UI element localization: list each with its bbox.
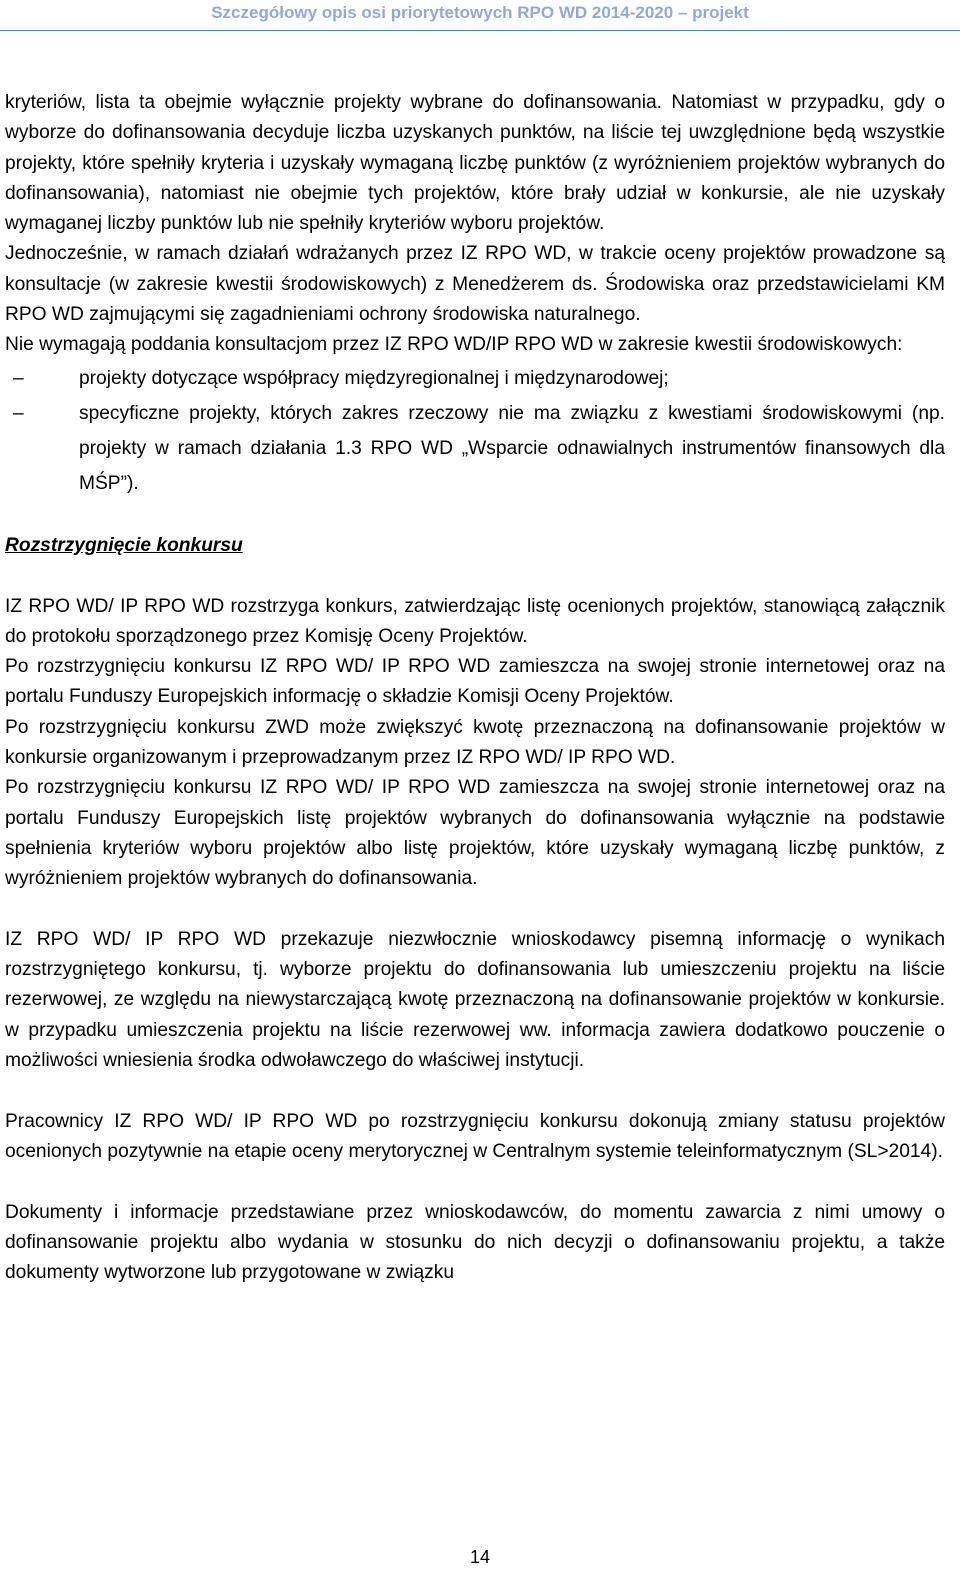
paragraph-approval: IZ RPO WD/ IP RPO WD rozstrzyga konkurs, zatwierdzając listę ocenionych projektów, stanowiącą załącznik do protokołu sporządzonego przez Komisję Oceny Projektów.: [5, 595, 945, 647]
dash-marker: –: [13, 402, 24, 424]
paragraph-project-list-publication: Po rozstrzygnięciu konkursu IZ RPO WD/ IP RPO WD zamieszcza na swojej stronie internetowej oraz na portalu Funduszy Europejskich listę projektów wybranych do dofinansowania wyłącznie na podstawie spełnienia kryteriów wyboru projektów albo listę projektów, które uzyskały wymaganą liczbę punktów, z wyróżnieniem projektów wybranych do dofinansowania.: [5, 777, 945, 890]
header-divider: [0, 30, 960, 31]
paragraph-exemptions-intro: Nie wymagają poddania konsultacjom przez IZ RPO WD/IP RPO WD w zakresie kwestii środowiskowych:: [5, 334, 903, 356]
dash-marker: –: [13, 367, 24, 389]
list-item-text: projekty dotyczące współpracy międzyregionalnej i międzynarodowej;: [79, 367, 669, 389]
list-item-text: specyficzne projekty, których zakres rzeczowy nie ma związku z kwestiami środowiskowymi (np. projekty w ramach działania 1.3 RPO WD „Wsparcie odnawialnych instrumentów finansowych dla MŚP”).: [79, 402, 945, 494]
paragraph-status-change: Pracownicy IZ RPO WD/ IP RPO WD po rozstrzygnięciu konkursu dokonują zmiany statusu projektów ocenionych pozytywnie na etapie oceny merytorycznej w Centralnym systemie teleinformatycznym (SL>2014).: [5, 1110, 945, 1162]
paragraph-amount-increase: Po rozstrzygnięciu konkursu ZWD może zwiększyć kwotę przeznaczoną na dofinansowanie projektów w konkursie organizowanym i przeprowadzanym przez IZ RPO WD/ IP RPO WD.: [5, 716, 945, 769]
paragraph-documents: Dokumenty i informacje przedstawiane przez wnioskodawców, do momentu zawarcia z nimi umowy o dofinansowanie projektu albo wydania w stosunku do nich decyzji o dofinansowaniu projektu, a także dokumenty wytworzone lub przygotowane w związku: [5, 1201, 945, 1284]
paragraph-committee-publication: Po rozstrzygnięciu konkursu IZ RPO WD/ IP RPO WD zamieszcza na swojej stronie internetowej oraz na portalu Funduszy Europejskich informację o składzie Komisji Oceny Projektów.: [5, 656, 945, 708]
section-heading: Rozstrzygnięcie konkursu: [5, 534, 243, 556]
exemptions-list: [5, 361, 945, 501]
document-body: [5, 88, 945, 1288]
paragraph-consultations: Jednocześnie, w ramach działań wdrażanych przez IZ RPO WD, w trakcie oceny projektów prowadzone są konsultacje (w zakresie kwestii środowiskowych) z Menedżerem ds. Środowiska oraz przedstawicielami KM RPO WD zajmującymi się zagadnieniami ochrony środowiska naturalnego.: [5, 243, 945, 326]
list-item: [5, 396, 945, 501]
page-number: 14: [469, 1547, 491, 1567]
list-item: [5, 361, 945, 396]
paragraph-applicant-notice: IZ RPO WD/ IP RPO WD przekazuje niezwłocznie wnioskodawcy pisemną informację o wynikach rozstrzygniętego konkursu, tj. wyborze projektu do dofinansowania lub umieszczeniu projektu na liście rezerwowej, ze względu na niewystarczającą kwotę przeznaczoną na dofinansowanie projektów w konkursie. w przypadku umieszczenia projektu na liście rezerwowej ww. informacja zawiera dodatkowo pouczenie o możliwości wniesienia środka odwoławczego do właściwej instytucji.: [5, 928, 945, 1072]
paragraph-list-scope: kryteriów, lista ta obejmie wyłącznie projekty wybrane do dofinansowania. Natomiast w przypadku, gdy o wyborze do dofinansowania decyduje liczba uzyskanych punktów, na liście tej uwzględnione będą wszystkie projekty, które spełniły kryteria i uzyskały wymaganą liczbę punktów (z wyróżnieniem projektów wybranych do dofinansowania), natomiast nie obejmie tych projektów, które brały udział w konkursie, ale nie uzyskały wymaganej liczby punktów lub nie spełniły kryteriów wyboru projektów.: [5, 92, 945, 235]
running-header: Szczegółowy opis osi priorytetowych RPO WD 2014-2020 – projekt: [211, 3, 749, 22]
